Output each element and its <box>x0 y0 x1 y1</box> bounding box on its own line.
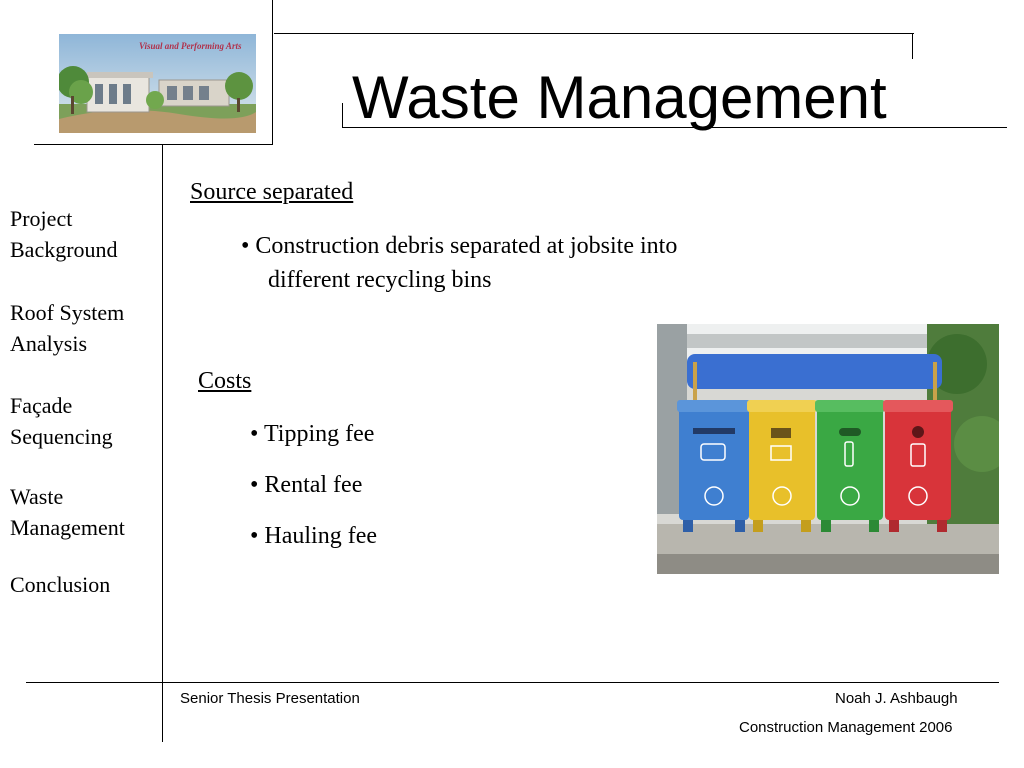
sidebar-item-label: Management <box>10 515 125 540</box>
logo-frame-bottom <box>34 144 273 145</box>
footer-program: Construction Management 2006 <box>739 719 953 736</box>
title-frame-tick <box>912 33 913 59</box>
footer-presentation-title: Senior Thesis Presentation <box>180 690 360 707</box>
section-heading-costs: Costs <box>198 368 252 394</box>
title-frame-top <box>274 33 914 34</box>
sidebar-item-waste-management[interactable] <box>10 481 125 543</box>
sidebar-item-label: Waste <box>10 484 64 509</box>
sidebar-item-label: Sequencing <box>10 424 113 449</box>
bullet-hauling-fee: • Hauling fee <box>250 523 378 549</box>
section-heading-source-separated: Source separated <box>190 179 354 205</box>
sidebar-item-label: Conclusion <box>10 572 111 597</box>
logo-image <box>59 34 256 133</box>
slide-title: Waste Management <box>352 64 887 131</box>
sidebar-item-facade-sequencing[interactable] <box>10 390 113 452</box>
bullet-construction-debris-cont: different recycling bins <box>268 267 492 293</box>
bullet-construction-debris: • Construction debris separated at jobsite into <box>241 233 678 259</box>
sidebar-item-label: Background <box>10 237 118 262</box>
footer-divider <box>26 682 999 683</box>
sidebar-item-label: Analysis <box>10 331 87 356</box>
bullet-tipping-fee: • Tipping fee <box>250 421 375 447</box>
logo-text: Visual and Performing Arts <box>139 41 242 51</box>
sidebar-item-label: Project <box>10 206 73 231</box>
bullet-rental-fee: • Rental fee <box>250 472 363 498</box>
sidebar-divider <box>162 145 163 742</box>
sidebar-item-label: Façade <box>10 393 73 418</box>
recycling-bins-photo <box>657 324 999 574</box>
sidebar-item-project-background[interactable] <box>10 203 118 265</box>
title-underline-tick <box>342 103 343 128</box>
sidebar-item-label: Roof System <box>10 300 125 325</box>
sidebar-item-roof-system-analysis[interactable] <box>10 297 124 359</box>
footer-author: Noah J. Ashbaugh <box>835 690 958 707</box>
logo-frame-right <box>272 0 273 145</box>
sidebar-item-conclusion[interactable] <box>10 569 110 600</box>
